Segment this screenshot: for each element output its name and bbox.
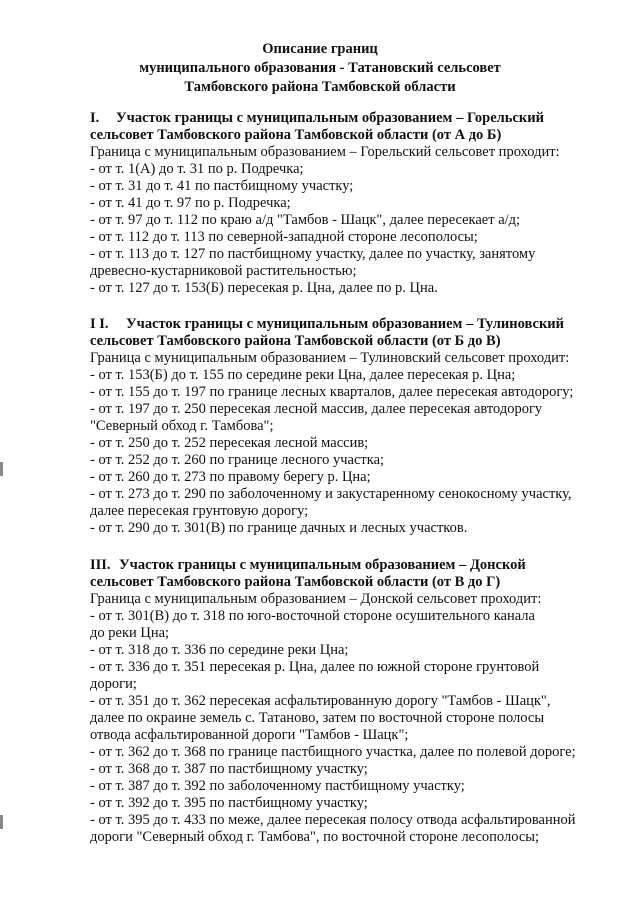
list-item: - от т. 252 до т. 260 по границе лесного участка; (90, 452, 385, 468)
list-item: "Северный обход г. Тамбова"; (90, 418, 274, 434)
section-2-number: I I. (90, 316, 109, 332)
list-item: дороги; (90, 676, 137, 692)
section-2-heading-text: Участок границы с муниципальным образованием – Тулиновский (126, 316, 565, 332)
list-item: - от т. 273 до т. 290 по заболоченному и закустаренному сенокосному участку, (90, 486, 572, 502)
section-2-heading-line-2: сельсовет Тамбовского района Тамбовской области (от Б до В) (90, 333, 501, 349)
list-item: - от т. 97 до т. 112 по краю а/д "Тамбов - Шацк", далее пересекает а/д; (90, 212, 521, 228)
section-3-heading-line-1 (90, 557, 526, 574)
title-line-2: муниципального образования - Татановский сельсовет (139, 60, 501, 76)
section-3-heading-text: Участок границы с муниципальным образованием – Донской (119, 557, 526, 573)
list-item: - от т. 362 до т. 368 по границе пастбищного участка, далее по полевой дороге; (90, 744, 576, 760)
list-item: - от т. 197 до т. 250 пересекая лесной массив, далее пересекая автодорогу (90, 401, 543, 417)
section-1-number: I. (90, 110, 100, 126)
scan-edge-mark (0, 462, 3, 476)
list-item: отвода асфальтированной дороги "Тамбов - Шацк"; (90, 727, 409, 743)
list-item: - от т. 351 до т. 362 пересекая асфальтированную дорогу "Тамбов - Шацк", (90, 693, 551, 709)
list-item: - от т. 336 до т. 351 пересекая р. Цна, далее по южной стороне грунтовой (90, 659, 540, 675)
title-line-1: Описание границ (262, 41, 378, 57)
list-item: - от т. 387 до т. 392 по заболоченному пастбищному участку; (90, 778, 465, 794)
list-item: - от т. 250 до т. 252 пересекая лесной массив; (90, 435, 369, 451)
list-item: - от т. 127 до т. 153(Б) пересекая р. Цна, далее по р. Цна. (90, 280, 438, 296)
section-3-heading-line-2: сельсовет Тамбовского района Тамбовской области (от В до Г) (90, 574, 501, 590)
list-item: - от т. 113 до т. 127 по пастбищному участку, далее по участку, занятому (90, 246, 536, 262)
list-item: - от т. 318 до т. 336 по середине реки Цна; (90, 642, 349, 658)
section-3-intro: Граница с муниципальным образованием – Донской сельсовет проходит: (90, 591, 542, 607)
list-item: - от т. 260 до т. 273 по правому берегу р. Цна; (90, 469, 371, 485)
list-item: - от т. 392 до т. 395 по пастбищному участку; (90, 795, 368, 811)
section-2-heading-line-1 (90, 316, 564, 333)
list-item: - от т. 112 до т. 113 по северной-западной стороне лесополосы; (90, 229, 478, 245)
list-item: - от т. 155 до т. 197 по границе лесных кварталов, далее пересекая автодорогу; (90, 384, 574, 400)
list-item: далее по окраине земель с. Татаново, затем по восточной стороне полосы (90, 710, 545, 726)
section-1-heading-line-2: сельсовет Тамбовского района Тамбовской области (от А до Б) (90, 127, 502, 143)
section-3-number: III. (90, 557, 111, 573)
section-1-heading-line-1 (90, 110, 544, 127)
list-item: - от т. 368 до т. 387 по пастбищному участку; (90, 761, 368, 777)
document-title (0, 40, 640, 97)
section-1-heading-text: Участок границы с муниципальным образованием – Горельский (116, 110, 544, 126)
list-item: - от т. 41 до т. 97 по р. Подречка; (90, 195, 291, 211)
list-item: - от т. 31 до т. 41 по пастбищному участку; (90, 178, 354, 194)
list-item: до реки Цна; (90, 625, 170, 641)
list-item: далее пересекая грунтовую дорогу; (90, 503, 309, 519)
list-item: дороги "Северный обход г. Тамбова", по восточной стороне лесополосы; (90, 829, 540, 845)
list-item: древесно-кустарниковой растительностью; (90, 263, 357, 279)
section-2-intro: Граница с муниципальным образованием – Тулиновский сельсовет проходит: (90, 350, 570, 366)
section-1-intro: Граница с муниципальным образованием – Горельский сельсовет проходит: (90, 144, 560, 160)
scan-edge-mark (0, 815, 3, 829)
title-line-3: Тамбовского района Тамбовской области (184, 79, 456, 95)
list-item: - от т. 290 до т. 301(В) по границе дачных и лесных участков. (90, 520, 468, 536)
list-item: - от т. 301(В) до т. 318 по юго-восточной стороне осушительного канала (90, 608, 535, 624)
list-item: - от т. 395 до т. 433 по меже, далее пересекая полосу отвода асфальтированной (90, 812, 576, 828)
list-item: - от т. 1(А) до т. 31 по р. Подречка; (90, 161, 304, 177)
list-item: - от т. 153(Б) до т. 155 по середине реки Цна, далее пересекая р. Цна; (90, 367, 516, 383)
